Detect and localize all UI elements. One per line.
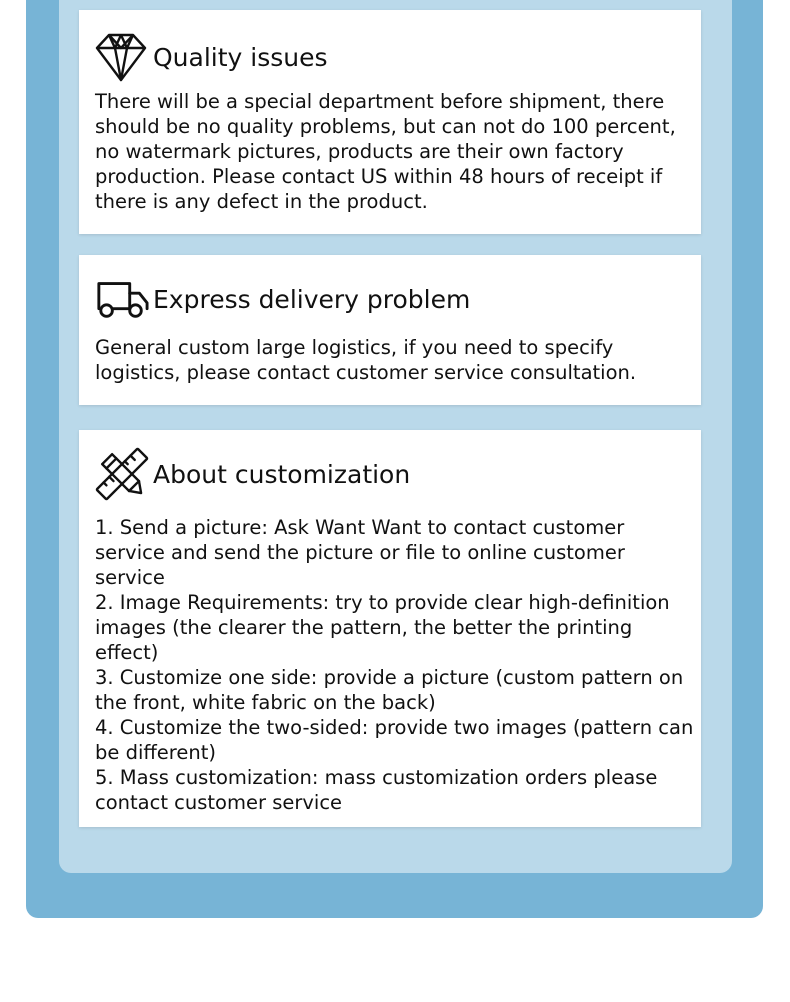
diamond-icon: [95, 30, 149, 84]
list-item: 1. Send a picture: Ask Want Want to contact customer service and send the picture or file to online customer service: [95, 516, 625, 589]
express-delivery-header: [95, 272, 470, 326]
list-item: 2. Image Requirements: try to provide clear high-definition images (the clearer the pattern, the better the printing effect): [95, 591, 670, 664]
quality-issues-card: [79, 10, 701, 234]
customization-list: [95, 515, 699, 815]
about-customization-card: [79, 430, 701, 827]
list-item: 3. Customize one side: provide a picture (custom pattern on the front, white fabric on the back): [95, 666, 684, 714]
section-title: Quality issues: [153, 42, 328, 72]
section-title: Express delivery problem: [153, 284, 471, 314]
quality-issues-header: [95, 30, 328, 84]
section-body: There will be a special department before shipment, there should be no quality problems, but can not do 100 percent, no watermark pictures, products are their own factory production. Please contact US within 48 hours of receipt if there is any defect in the product.: [95, 90, 676, 213]
section-body: General custom large logistics, if you need to specify logistics, please contact customer service consultation.: [95, 336, 637, 384]
list-item: 5. Mass customization: mass customization orders please contact customer service: [95, 766, 658, 814]
list-item: 4. Customize the two-sided: provide two images (pattern can be different): [95, 716, 694, 764]
delivery-truck-icon: [95, 272, 149, 326]
section-title: About customization: [153, 459, 411, 489]
express-delivery-card: [79, 255, 701, 405]
about-customization-header: [95, 447, 410, 501]
pencil-ruler-icon: [95, 447, 149, 501]
